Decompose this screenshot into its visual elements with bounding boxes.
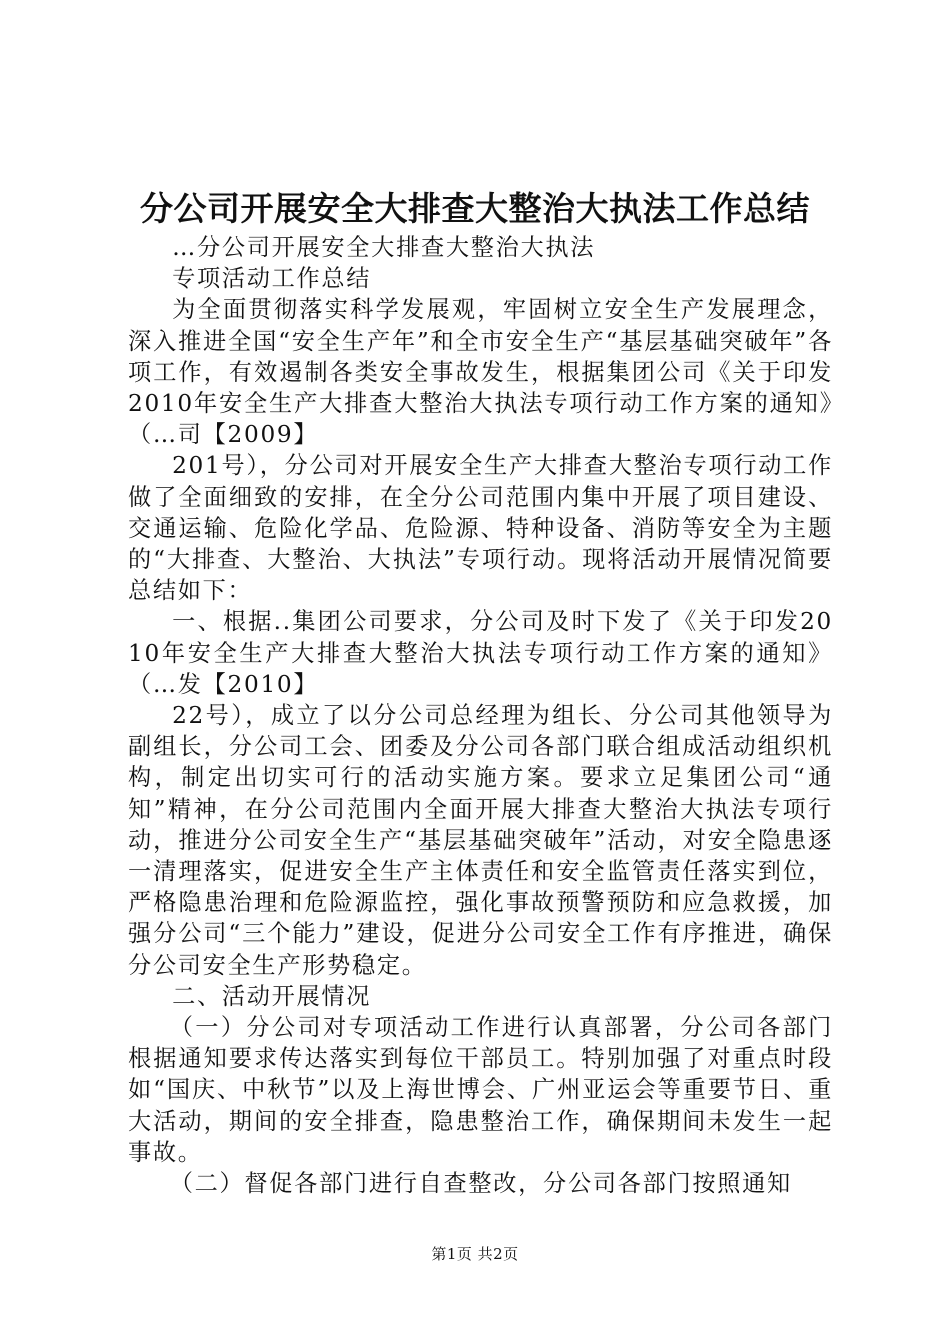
- paragraph-intro: 为全面贯彻落实科学发展观，牢固树立安全生产发展理念，深入推进全国“安全生产年”和全市安全生产“基层基础突破年”各项工作，有效遏制各类安全事故发生，根据集团公司《关于印发2010年安全生产大排查大整治大执法专项行动工作方案的通知》（…司【2009】: [128, 296, 833, 449]
- paragraph-arrangement: 201号），分公司对开展安全生产大排查大整治专项行动工作做了全面细致的安排，在全分公司范围内集中开展了项目建设、交通运输、危险化学品、危险源、特种设备、消防等安全为主题的“大排查、大整治、大执法”专项行动。现将活动开展情况简要总结如下：: [128, 452, 833, 605]
- paragraph-item-one: （一）分公司对专项活动工作进行认真部署，分公司各部门根据通知要求传达落实到每位干部员工。特别加强了对重点时段如“国庆、中秋节”以及上海世博会、广州亚运会等重要节日、重大活动，期间的安全排查，隐患整治工作，确保期间未发生一起事故。: [128, 1014, 833, 1166]
- subtitle-line-1: …分公司开展安全大排查大整治大执法: [172, 234, 596, 261]
- paragraph-organization: 22号），成立了以分公司总经理为组长、分公司其他领导为副组长，分公司工会、团委及分公司各部门联合组成活动组织机构，制定出切实可行的活动实施方案。要求立足集团公司“通知”精神，在分公司范围内全面开展大排查大整治大执法专项行动，推进分公司安全生产“基层基础突破年”活动，对安全隐患逐一清理落实，促进安全生产主体责任和安全监管责任落实到位，严格隐患治理和危险源监控，强化事故预警预防和应急救援，加强分公司“三个能力”建设，促进分公司安全工作有序推进，确保分公司安全生产形势稳定。: [128, 702, 833, 979]
- document-title: 分公司开展安全大排查大整治大执法工作总结: [140, 189, 810, 228]
- subtitle-line-2: 专项活动工作总结: [172, 265, 372, 293]
- heading-section-two: 二、活动开展情况: [172, 982, 372, 1010]
- document-body: [128, 232, 833, 1199]
- paragraph-section-one: 一、根据..集团公司要求，分公司及时下发了《关于印发2010年安全生产大排查大整治大执法专项行动工作方案的通知》（…发【2010】: [128, 608, 833, 698]
- page-footer: 第1页 共2页: [431, 1245, 519, 1263]
- paragraph-item-two: （二）督促各部门进行自查整改，分公司各部门按照通知: [169, 1170, 792, 1198]
